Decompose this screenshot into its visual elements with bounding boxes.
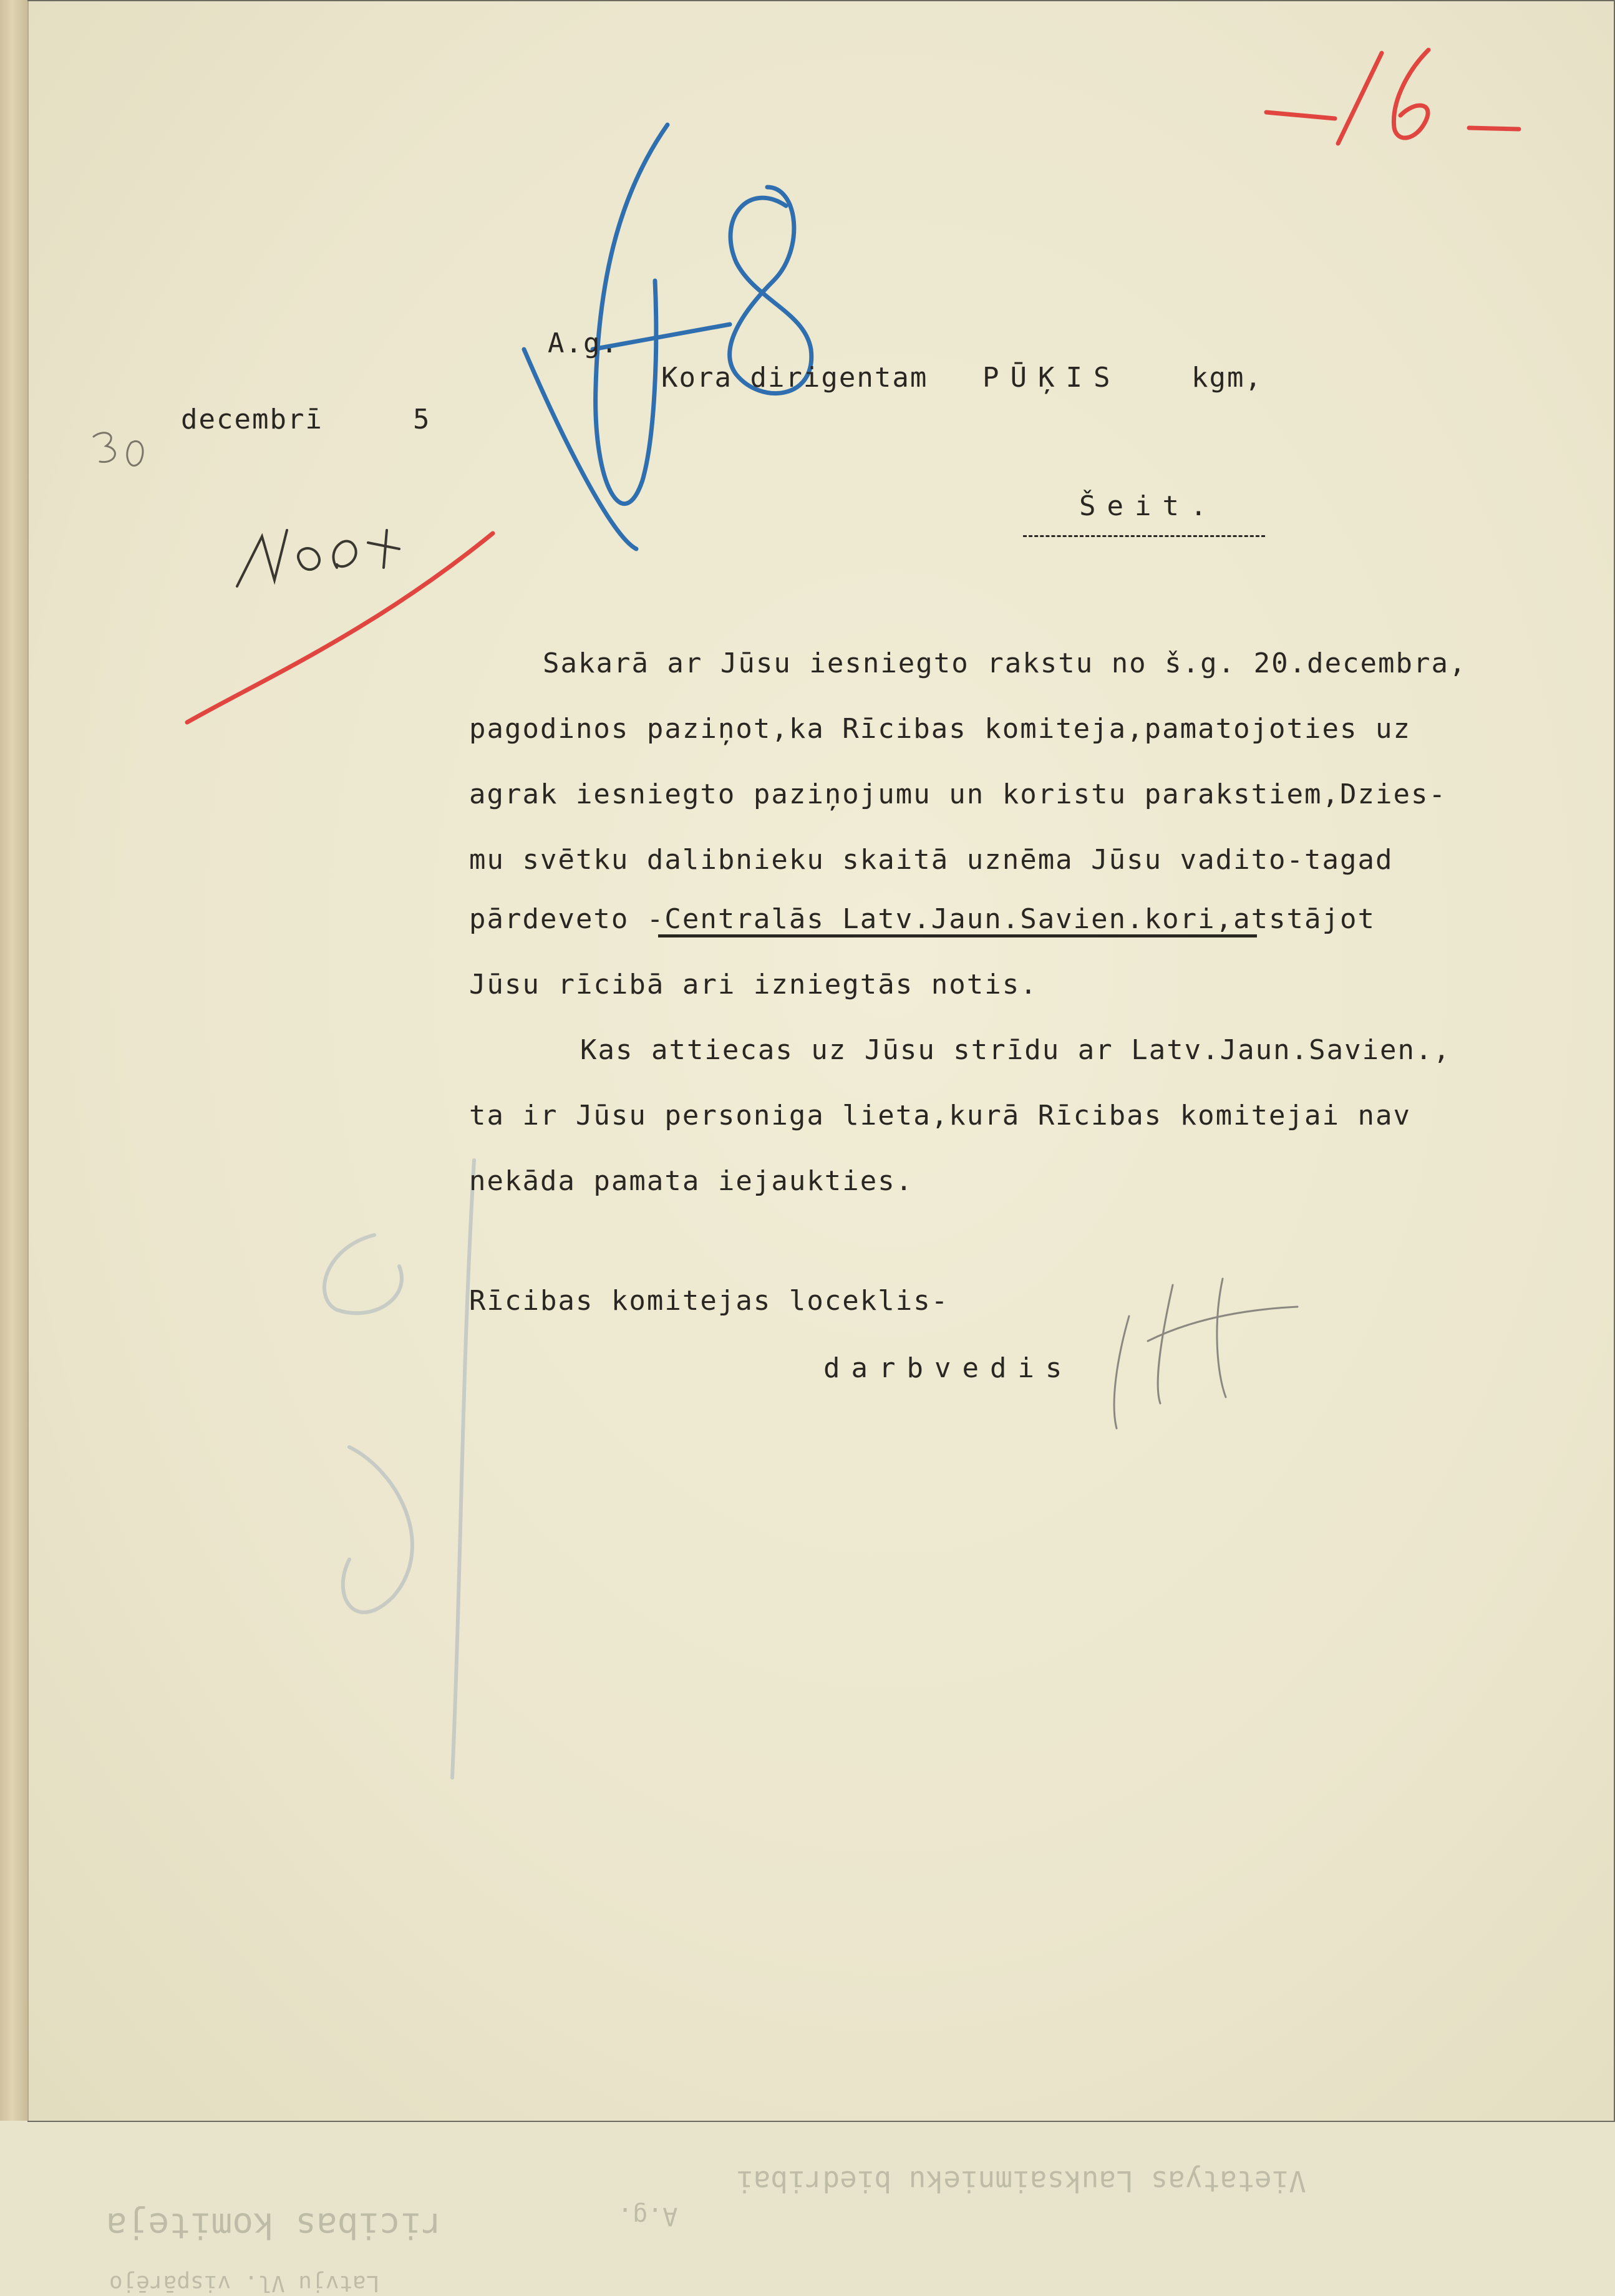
body-line: agrak iesniegto paziņojumu un koristu parakstiem,Dzies- (469, 778, 1447, 810)
location: Šeit. (1079, 490, 1218, 522)
body-line: Sakarā ar Jūsu iesniegto rakstu no š.g. 20.decembra, (543, 647, 1467, 679)
red-pencil-stroke (187, 533, 493, 722)
addressee-prefix: A.g. (548, 327, 619, 359)
signature-mark (1114, 1279, 1297, 1428)
body-line: nekāda pamata iejaukties. (469, 1165, 914, 1197)
signature-title: Rīcibas komitejas loceklis- (469, 1285, 949, 1317)
choir-name-underline (658, 934, 1257, 937)
body-line: Kas attiecas uz Jūsu strīdu ar Latv.Jaun.Savien., (580, 1034, 1452, 1066)
body-line: Jūsu rīcibā ari izniegtās notis. (469, 969, 1038, 1000)
bleed-through-line: A.g. (618, 2202, 678, 2231)
signature-role: darbvedis (823, 1352, 1074, 1384)
bleed-through-handwriting (324, 1160, 474, 1778)
body-line (469, 903, 1375, 935)
choir-name: -Centralās Latv.Jaun.Savien.kori (646, 903, 1216, 935)
margin-number-mark (94, 433, 143, 466)
date-day: 5 (413, 404, 431, 435)
body-line: mu svētku dalibnieku skaitā uznēma Jūsu vadito-tagad (469, 844, 1394, 876)
bleed-through-line: ricibas komiteja (106, 2205, 443, 2245)
addressee: Kora dirigentam (661, 362, 928, 394)
location-rule (1023, 535, 1265, 537)
body-line: ta ir Jūsu personiga lieta,kurā Rīcibas komitejai nav (469, 1100, 1411, 1131)
red-folio-mark (1266, 50, 1519, 143)
date-month: decembrī (181, 404, 323, 435)
body-line-suffix: ,atstājot (1215, 903, 1376, 935)
body-line: pagodinos paziņot,ka Rīcibas komiteja,pamatojoties uz (469, 713, 1411, 745)
registry-number-mark (237, 530, 399, 586)
addressee-suffix: kgm, (1191, 362, 1263, 394)
addressee-name: PŪĶIS (982, 362, 1122, 394)
bleed-through-line: Vietatyas Lauksaimnieku biedribai (736, 2164, 1306, 2198)
bleed-through-line: Latvju Vl. vispārējo (109, 2270, 380, 2296)
body-line-prefix: pārdeveto (469, 903, 647, 935)
